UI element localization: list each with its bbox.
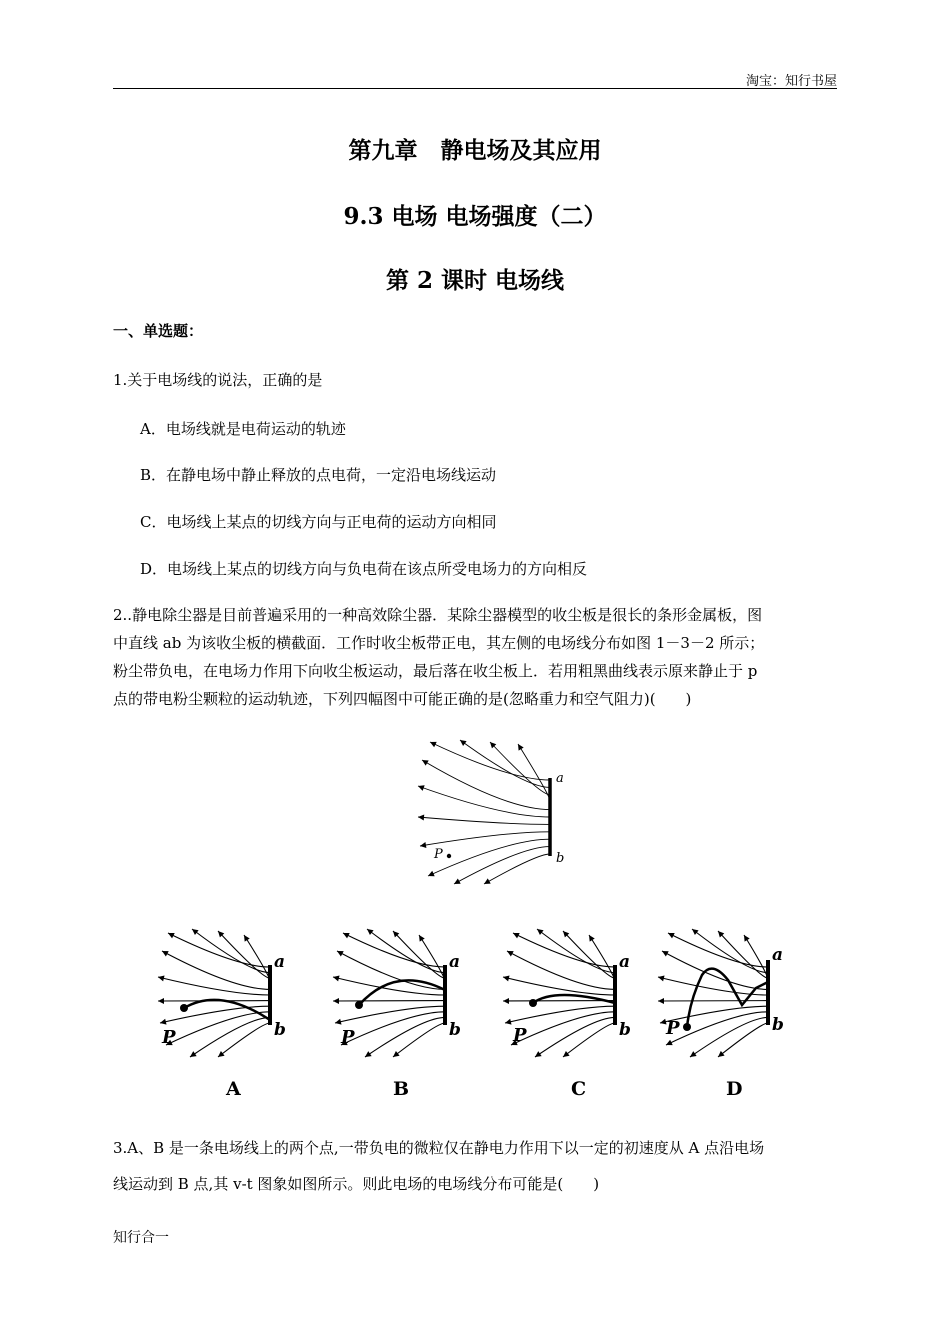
q1-option-c: C．电场线上某点的切线方向与正电荷的运动方向相同 — [140, 513, 497, 531]
choice-b-letter: B — [393, 1078, 410, 1100]
field-line — [190, 1017, 270, 1057]
choice-d-label-b: b — [772, 1015, 784, 1035]
lesson-title: 第 2 课时 电场线 — [385, 267, 565, 294]
choice-d-label-a: a — [772, 945, 784, 965]
field-line — [244, 935, 271, 984]
q3-stem — [113, 1130, 838, 1202]
choice-b-label-p: P — [341, 1027, 355, 1048]
part-heading: 一、单选题： — [113, 322, 204, 340]
field-line — [218, 1023, 270, 1057]
q2-line-1: 2..静电除尘器是目前普遍采用的一种高效除尘器．某除尘器模型的收尘板是很长的条形金属板，图 — [113, 606, 763, 624]
q1-stem: 1.关于电场线的说法，正确的是 — [113, 371, 323, 389]
q3-line-2: 线运动到 B 点,其 v-t 图象如图所示。则此电场的电场线分布可能是( ) — [113, 1175, 600, 1193]
header-shop-label: 淘宝：知行书屋 — [745, 74, 837, 89]
choice-a-letter: A — [226, 1078, 241, 1100]
choice-figure-b — [325, 925, 475, 1105]
field-line-arrow — [190, 1051, 197, 1057]
choice-d-letter: D — [726, 1078, 743, 1100]
field-line — [563, 1023, 615, 1057]
field-line-arrow — [158, 976, 165, 982]
q1-option-b: B．在静电场中静止释放的点电荷，一定沿电场线运动 — [140, 466, 497, 484]
field-line — [162, 951, 270, 989]
field-line-arrow — [333, 976, 340, 982]
field-line — [422, 760, 550, 810]
field-line-arrow — [460, 740, 467, 746]
field-line — [484, 854, 550, 884]
field-line — [158, 977, 270, 995]
choice-a-label-a: a — [274, 952, 286, 972]
field-line-arrow — [365, 1051, 372, 1057]
field-line — [419, 935, 446, 984]
field-line — [718, 1023, 768, 1057]
field-line — [418, 817, 550, 824]
field-line — [744, 935, 769, 984]
field-line — [333, 977, 445, 995]
field-line — [460, 740, 550, 787]
field-line — [507, 951, 615, 989]
field-line — [490, 742, 550, 795]
field-line — [690, 1017, 768, 1057]
choice-d-label-p: P — [666, 1018, 680, 1039]
choice-c-label-a: a — [619, 952, 631, 972]
choice-a-label-b: b — [274, 1020, 286, 1040]
q1-option-d: D．电场线上某点的切线方向与负电荷在该点所受电场力的方向相反 — [140, 560, 588, 578]
choice-figure-a — [150, 925, 300, 1105]
section-title: 9.3 电场 电场强度（二） — [343, 203, 607, 230]
field-line — [454, 847, 550, 884]
field-line-arrow — [537, 929, 544, 935]
field-line-arrow — [158, 998, 164, 1004]
field-line-arrow — [692, 929, 699, 935]
field-line — [428, 839, 550, 876]
field-line-arrow — [658, 976, 665, 982]
q2-line-2: 中直线 ab 为该收尘板的横截面．工作时收尘板带正电，其左侧的电场线分布如图 1－3－2 所示； — [113, 634, 765, 652]
field-line — [511, 1012, 615, 1045]
field-line-arrow — [718, 1051, 725, 1057]
plate-end-a-label: a — [556, 771, 564, 786]
field-line-arrow — [192, 929, 199, 935]
field-line — [589, 935, 616, 984]
field-line — [341, 1012, 445, 1045]
choice-c-label-p: P — [513, 1025, 527, 1046]
field-line — [503, 977, 615, 995]
field-line-arrow — [563, 1051, 570, 1057]
field-line — [535, 1017, 615, 1057]
field-line-arrow — [418, 815, 424, 821]
q2-line-4: 点的带电粉尘颗粒的运动轨迹，下列四幅图中可能正确的是(忽略重力和空气阻力)( ) — [113, 690, 692, 708]
choice-figure-c — [495, 925, 645, 1105]
field-line-arrow — [420, 842, 426, 848]
footer-motto: 知行合一 — [113, 1230, 169, 1246]
field-line — [166, 1012, 270, 1045]
point-p-label: P — [434, 847, 443, 862]
q2-stem — [113, 601, 838, 713]
field-line-arrow — [589, 935, 595, 942]
choice-b-label-a: a — [449, 952, 461, 972]
header-rule — [113, 88, 837, 89]
field-line — [393, 1023, 445, 1057]
field-line-arrow — [244, 935, 250, 942]
choice-c-label-b: b — [619, 1020, 631, 1040]
plate-end-b-label: b — [556, 851, 565, 866]
choice-figure-d — [650, 920, 800, 1105]
field-line — [420, 832, 550, 846]
field-line-figure — [410, 738, 580, 888]
field-line-arrow — [218, 1051, 225, 1057]
choice-c-letter: C — [571, 1078, 587, 1100]
field-line-arrow — [367, 929, 374, 935]
field-line-arrow — [535, 1051, 542, 1057]
field-line-arrow — [393, 1051, 400, 1057]
q3-line-1: 3.A、B 是一条电场线上的两个点,一带负电的微粒仅在静电力作用下以一定的初速度从 A 点沿电场 — [113, 1139, 765, 1157]
choice-b-label-b: b — [449, 1020, 461, 1040]
field-line-arrow — [658, 998, 664, 1004]
field-line-arrow — [333, 998, 339, 1004]
q2-line-3: 粉尘带负电，在电场力作用下向收尘板运动，最后落在收尘板上．若用粗黑曲线表示原来静止于 p — [113, 662, 758, 680]
chapter-title: 第九章 静电场及其应用 — [348, 137, 602, 164]
field-line-arrow — [419, 935, 425, 942]
field-line-arrow — [505, 1019, 512, 1025]
field-line-arrow — [503, 998, 509, 1004]
field-line-arrow — [160, 1019, 167, 1025]
field-line — [365, 1017, 445, 1057]
field-line-arrow — [518, 744, 524, 751]
field-line-arrow — [503, 976, 510, 982]
field-line — [418, 786, 550, 817]
field-line-arrow — [335, 1019, 342, 1025]
choice-a-label-p: P — [162, 1027, 176, 1048]
field-line-arrow — [690, 1051, 697, 1057]
q1-option-a: A．电场线就是电荷运动的轨迹 — [140, 420, 346, 438]
field-line — [666, 1012, 768, 1045]
